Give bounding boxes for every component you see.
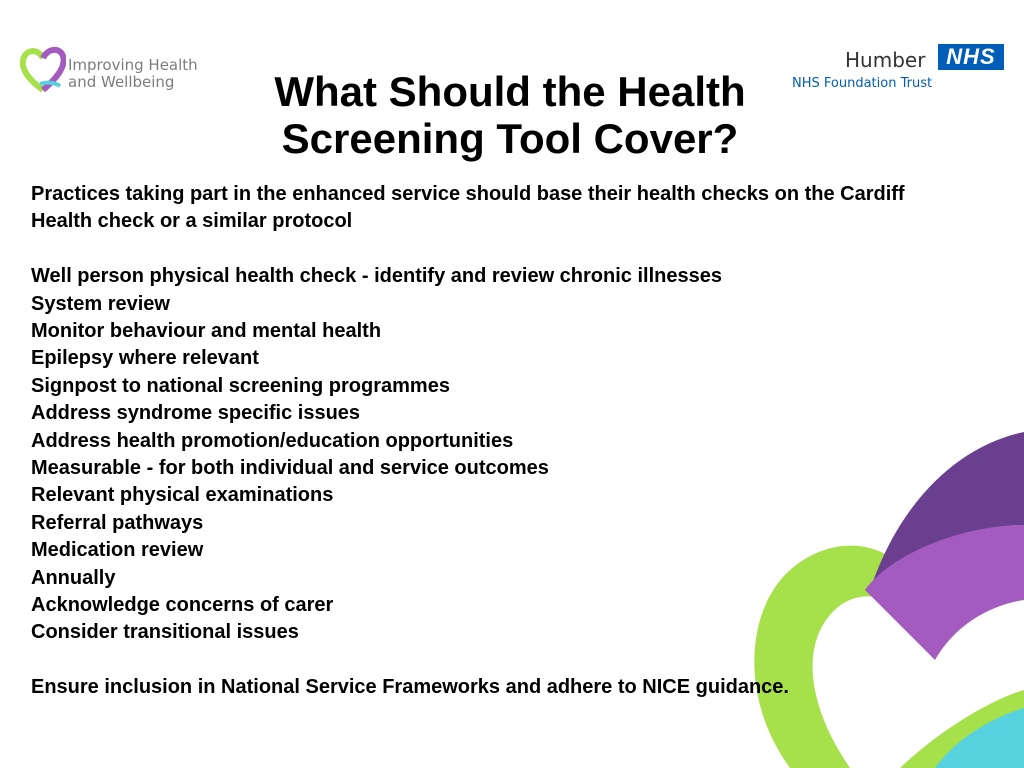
list-item: Referral pathways <box>31 511 204 534</box>
slide-body <box>31 181 971 702</box>
org-name: Humber <box>845 48 926 72</box>
list-item: Measurable - for both individual and service outcomes <box>31 457 549 480</box>
intro-line: Practices taking part in the enhanced service should base their health checks on the Cardiff <box>31 183 905 205</box>
list-item: Relevant physical examinations <box>31 484 334 507</box>
list-item: Monitor behaviour and mental health <box>31 320 382 343</box>
spacer <box>31 647 971 674</box>
list-item: Signpost to national screening programmes <box>31 374 450 397</box>
list-item: Acknowledge concerns of carer <box>31 594 334 617</box>
list-item: System review <box>31 292 170 315</box>
list-item: Address health promotion/education opportunities <box>31 429 514 452</box>
humber-nhs-logo <box>790 44 1010 94</box>
list-item: Address syndrome specific issues <box>31 402 361 425</box>
list-item: Medication review <box>31 539 204 562</box>
closing-line: Ensure inclusion in National Service Frameworks and adhere to NICE guidance. <box>31 676 789 699</box>
heart-logo-icon <box>20 44 66 94</box>
intro-line: Health check or a similar protocol <box>31 210 353 233</box>
list-item: Well person physical health check - identify and review chronic illnesses <box>31 265 722 288</box>
list-item: Epilepsy where relevant <box>31 347 259 370</box>
spacer <box>31 236 971 263</box>
trust-name: NHS Foundation Trust <box>792 76 933 91</box>
page-title: What Should the Health Screening Tool Cover? <box>274 68 746 162</box>
list-item: Consider transitional issues <box>31 621 299 644</box>
nhs-badge: NHS <box>938 44 1004 70</box>
list-item: Annually <box>31 566 116 589</box>
improving-health-logo <box>20 44 210 96</box>
logo-text: Improving Health and Wellbeing <box>68 56 198 91</box>
